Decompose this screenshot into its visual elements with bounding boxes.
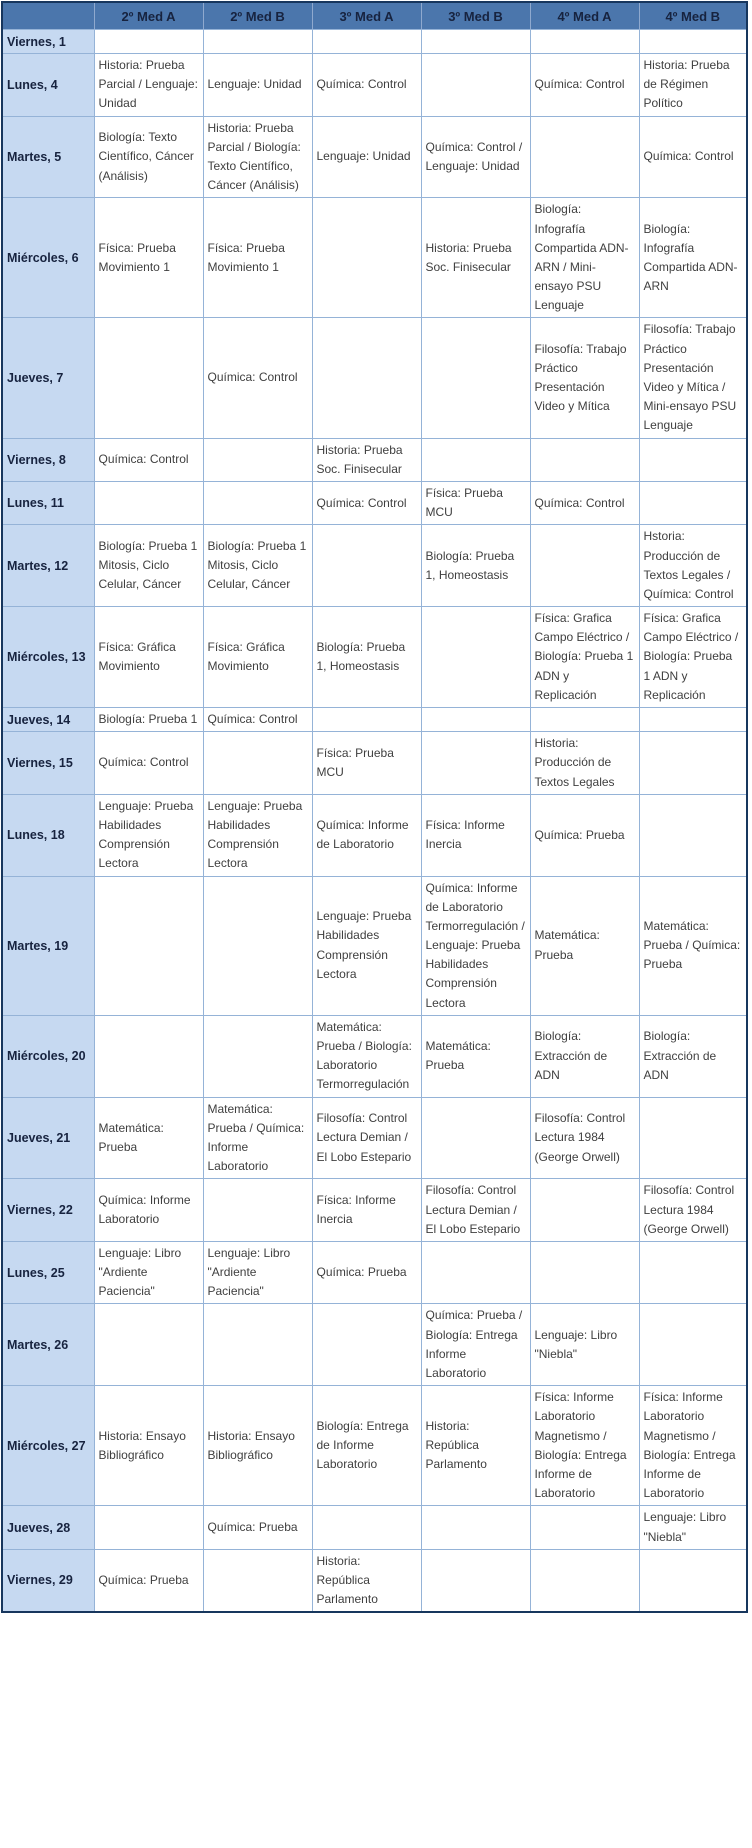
schedule-cell: Historia: Producción de Textos Legales (530, 732, 639, 795)
schedule-cell: Química: Prueba (312, 1241, 421, 1304)
table-row (2, 525, 747, 607)
schedule-cell (203, 1015, 312, 1097)
schedule-cell (639, 481, 747, 524)
schedule-cell (639, 438, 747, 481)
schedule-cell (94, 1304, 203, 1386)
schedule-cell: Biología: Prueba 1 (94, 708, 203, 732)
schedule-cell (421, 708, 530, 732)
date-cell: Lunes, 25 (2, 1241, 94, 1304)
column-header: 4º Med B (639, 2, 747, 30)
schedule-cell (639, 708, 747, 732)
table-row (2, 1015, 747, 1097)
schedule-cell: Filosofía: Trabajo Práctico Presentación Video y Mítica / Mini-ensayo PSU Lenguaje (639, 318, 747, 438)
schedule-cell (530, 1241, 639, 1304)
table-header (2, 2, 747, 30)
column-header: 3º Med B (421, 2, 530, 30)
schedule-cell: Química: Informe Laboratorio (94, 1179, 203, 1242)
schedule-cell (530, 30, 639, 54)
schedule-cell: Filosofía: Control Lectura Demian / El Lobo Estepario (312, 1097, 421, 1179)
schedule-cell: Matemática: Prueba / Química: Informe Laboratorio (203, 1097, 312, 1179)
schedule-cell: Química: Prueba (530, 794, 639, 876)
schedule-cell: Física: Grafica Campo Eléctrico / Biología: Prueba 1 ADN y Replicación (639, 607, 747, 708)
schedule-cell (312, 318, 421, 438)
schedule-cell (530, 1506, 639, 1549)
table-row (2, 438, 747, 481)
schedule-cell: Lenguaje: Prueba Habilidades Comprensión Lectora (203, 794, 312, 876)
schedule-cell (94, 30, 203, 54)
schedule-cell: Física: Prueba Movimiento 1 (94, 198, 203, 318)
schedule-cell (639, 1241, 747, 1304)
schedule-cell: Biología: Infografía Compartida ADN-ARN / Mini-ensayo PSU Lenguaje (530, 198, 639, 318)
schedule-cell: Filosofía: Control Lectura Demian / El Lobo Estepario (421, 1179, 530, 1242)
schedule-cell: Química: Control (312, 481, 421, 524)
table-row (2, 708, 747, 732)
schedule-cell: Biología: Prueba 1, Homeostasis (312, 607, 421, 708)
table-row (2, 607, 747, 708)
date-cell: Jueves, 14 (2, 708, 94, 732)
schedule-cell: Lenguaje: Unidad (312, 116, 421, 198)
schedule-cell (530, 1549, 639, 1612)
schedule-cell: Física: Gráfica Movimiento (94, 607, 203, 708)
schedule-cell: Historia: Ensayo Bibliográfico (94, 1386, 203, 1506)
schedule-cell: Biología: Extracción de ADN (639, 1015, 747, 1097)
schedule-cell: Biología: Extracción de ADN (530, 1015, 639, 1097)
schedule-cell (530, 438, 639, 481)
schedule-cell (530, 525, 639, 607)
schedule-cell: Filosofía: Trabajo Práctico Presentación Video y Mítica (530, 318, 639, 438)
schedule-cell: Química: Control (94, 438, 203, 481)
schedule-cell (94, 1506, 203, 1549)
schedule-cell: Química: Control (203, 708, 312, 732)
schedule-cell (421, 1241, 530, 1304)
date-cell: Miércoles, 13 (2, 607, 94, 708)
date-cell: Martes, 19 (2, 876, 94, 1015)
schedule-cell: Filosofía: Control Lectura 1984 (George Orwell) (639, 1179, 747, 1242)
schedule-cell (530, 116, 639, 198)
table-row (2, 732, 747, 795)
header-row (2, 2, 747, 30)
column-header: 2º Med B (203, 2, 312, 30)
date-cell: Viernes, 22 (2, 1179, 94, 1242)
schedule-cell: Filosofía: Control Lectura 1984 (George Orwell) (530, 1097, 639, 1179)
schedule-cell: Química: Control (530, 54, 639, 117)
schedule-cell (421, 1097, 530, 1179)
table-row (2, 1506, 747, 1549)
schedule-cell: Química: Prueba (203, 1506, 312, 1549)
schedule-cell (312, 708, 421, 732)
schedule-cell (312, 198, 421, 318)
schedule-cell: Física: Prueba MCU (312, 732, 421, 795)
schedule-cell: Matemática: Prueba (421, 1015, 530, 1097)
table-row (2, 876, 747, 1015)
table-row (2, 1179, 747, 1242)
date-cell: Viernes, 8 (2, 438, 94, 481)
date-cell: Miércoles, 27 (2, 1386, 94, 1506)
schedule-cell (312, 1506, 421, 1549)
date-cell: Jueves, 7 (2, 318, 94, 438)
table-row (2, 54, 747, 117)
schedule-cell (639, 1549, 747, 1612)
schedule-cell: Biología: Texto Científico, Cáncer (Análisis) (94, 116, 203, 198)
schedule-cell: Historia: Prueba Soc. Finisecular (421, 198, 530, 318)
evaluation-schedule-table (1, 1, 748, 1613)
schedule-cell (94, 876, 203, 1015)
schedule-cell (203, 1179, 312, 1242)
schedule-cell (203, 732, 312, 795)
schedule-cell: Matemática: Prueba (530, 876, 639, 1015)
schedule-cell: Historia: República Parlamento (421, 1386, 530, 1506)
schedule-cell: Biología: Prueba 1 Mitosis, Ciclo Celular, Cáncer (94, 525, 203, 607)
table-body (2, 30, 747, 1613)
schedule-cell: Química: Prueba / Biología: Entrega Informe Laboratorio (421, 1304, 530, 1386)
table-row (2, 1097, 747, 1179)
date-cell: Miércoles, 6 (2, 198, 94, 318)
schedule-cell (203, 481, 312, 524)
schedule-cell: Historia: República Parlamento (312, 1549, 421, 1612)
schedule-cell (639, 30, 747, 54)
schedule-cell: Química: Prueba (94, 1549, 203, 1612)
schedule-cell (421, 438, 530, 481)
schedule-cell (203, 1549, 312, 1612)
schedule-cell: Física: Prueba MCU (421, 481, 530, 524)
schedule-cell: Química: Control (530, 481, 639, 524)
schedule-cell (421, 1506, 530, 1549)
schedule-cell: Física: Prueba Movimiento 1 (203, 198, 312, 318)
date-cell: Martes, 5 (2, 116, 94, 198)
schedule-cell (639, 732, 747, 795)
date-cell: Jueves, 21 (2, 1097, 94, 1179)
corner-header-cell (2, 2, 94, 30)
schedule-cell: Lenguaje: Unidad (203, 54, 312, 117)
table-row (2, 30, 747, 54)
schedule-cell: Física: Informe Inercia (312, 1179, 421, 1242)
schedule-cell (639, 1304, 747, 1386)
schedule-cell (312, 525, 421, 607)
date-cell: Viernes, 15 (2, 732, 94, 795)
schedule-cell (312, 30, 421, 54)
table-row (2, 1304, 747, 1386)
table-row (2, 1386, 747, 1506)
date-cell: Lunes, 4 (2, 54, 94, 117)
schedule-cell: Lenguaje: Libro "Niebla" (530, 1304, 639, 1386)
schedule-cell (421, 1549, 530, 1612)
schedule-cell: Hstoria: Producción de Textos Legales / Química: Control (639, 525, 747, 607)
schedule-cell: Física: Informe Laboratorio Magnetismo / Biología: Entrega Informe de Laboratorio (639, 1386, 747, 1506)
date-cell: Viernes, 1 (2, 30, 94, 54)
schedule-cell (94, 318, 203, 438)
date-cell: Martes, 26 (2, 1304, 94, 1386)
schedule-cell: Biología: Prueba 1, Homeostasis (421, 525, 530, 607)
table-row (2, 198, 747, 318)
schedule-cell: Matemática: Prueba / Química: Prueba (639, 876, 747, 1015)
schedule-cell: Biología: Entrega de Informe Laboratorio (312, 1386, 421, 1506)
schedule-cell (203, 1304, 312, 1386)
date-cell: Miércoles, 20 (2, 1015, 94, 1097)
schedule-cell (203, 438, 312, 481)
schedule-cell: Química: Control (203, 318, 312, 438)
date-cell: Martes, 12 (2, 525, 94, 607)
schedule-cell (421, 54, 530, 117)
schedule-cell (312, 1304, 421, 1386)
schedule-cell (421, 30, 530, 54)
date-cell: Jueves, 28 (2, 1506, 94, 1549)
schedule-cell (203, 30, 312, 54)
schedule-cell: Física: Informe Inercia (421, 794, 530, 876)
schedule-cell (421, 732, 530, 795)
schedule-cell: Lenguaje: Libro "Niebla" (639, 1506, 747, 1549)
table-row (2, 481, 747, 524)
schedule-cell: Química: Informe de Laboratorio (312, 794, 421, 876)
table-row (2, 794, 747, 876)
schedule-cell (530, 1179, 639, 1242)
schedule-cell: Lenguaje: Libro "Ardiente Paciencia" (94, 1241, 203, 1304)
column-header: 4º Med A (530, 2, 639, 30)
table-row (2, 318, 747, 438)
schedule-cell: Lenguaje: Libro "Ardiente Paciencia" (203, 1241, 312, 1304)
schedule-cell: Física: Gráfica Movimiento (203, 607, 312, 708)
table-row (2, 116, 747, 198)
schedule-cell: Química: Control (312, 54, 421, 117)
schedule-cell: Historia: Prueba Soc. Finisecular (312, 438, 421, 481)
schedule-cell: Historia: Prueba Parcial / Biología: Texto Científico, Cáncer (Análisis) (203, 116, 312, 198)
schedule-cell (94, 481, 203, 524)
schedule-cell: Matemática: Prueba (94, 1097, 203, 1179)
schedule-cell: Física: Informe Laboratorio Magnetismo / Biología: Entrega Informe de Laboratorio (530, 1386, 639, 1506)
schedule-cell (639, 794, 747, 876)
schedule-cell: Biología: Prueba 1 Mitosis, Ciclo Celular, Cáncer (203, 525, 312, 607)
schedule-cell: Biología: Infografía Compartida ADN-ARN (639, 198, 747, 318)
table-row (2, 1549, 747, 1612)
schedule-cell (530, 708, 639, 732)
schedule-cell (639, 1097, 747, 1179)
date-cell: Lunes, 18 (2, 794, 94, 876)
schedule-cell: Química: Control (94, 732, 203, 795)
schedule-cell: Historia: Prueba de Régimen Político (639, 54, 747, 117)
schedule-cell: Lenguaje: Prueba Habilidades Comprensión Lectora (312, 876, 421, 1015)
column-header: 3º Med A (312, 2, 421, 30)
schedule-cell: Historia: Ensayo Bibliográfico (203, 1386, 312, 1506)
schedule-cell: Historia: Prueba Parcial / Lenguaje: Unidad (94, 54, 203, 117)
schedule-cell: Física: Grafica Campo Eléctrico / Biología: Prueba 1 ADN y Replicación (530, 607, 639, 708)
schedule-cell (421, 607, 530, 708)
column-header: 2º Med A (94, 2, 203, 30)
schedule-cell: Química: Control (639, 116, 747, 198)
schedule-cell: Química: Informe de Laboratorio Termorregulación / Lenguaje: Prueba Habilidades Comprensión Lectora (421, 876, 530, 1015)
schedule-cell (94, 1015, 203, 1097)
table-row (2, 1241, 747, 1304)
date-cell: Viernes, 29 (2, 1549, 94, 1612)
schedule-cell: Lenguaje: Prueba Habilidades Comprensión Lectora (94, 794, 203, 876)
schedule-cell: Química: Control / Lenguaje: Unidad (421, 116, 530, 198)
schedule-cell (203, 876, 312, 1015)
schedule-cell: Matemática: Prueba / Biología: Laboratorio Termorregulación (312, 1015, 421, 1097)
schedule-cell (421, 318, 530, 438)
date-cell: Lunes, 11 (2, 481, 94, 524)
